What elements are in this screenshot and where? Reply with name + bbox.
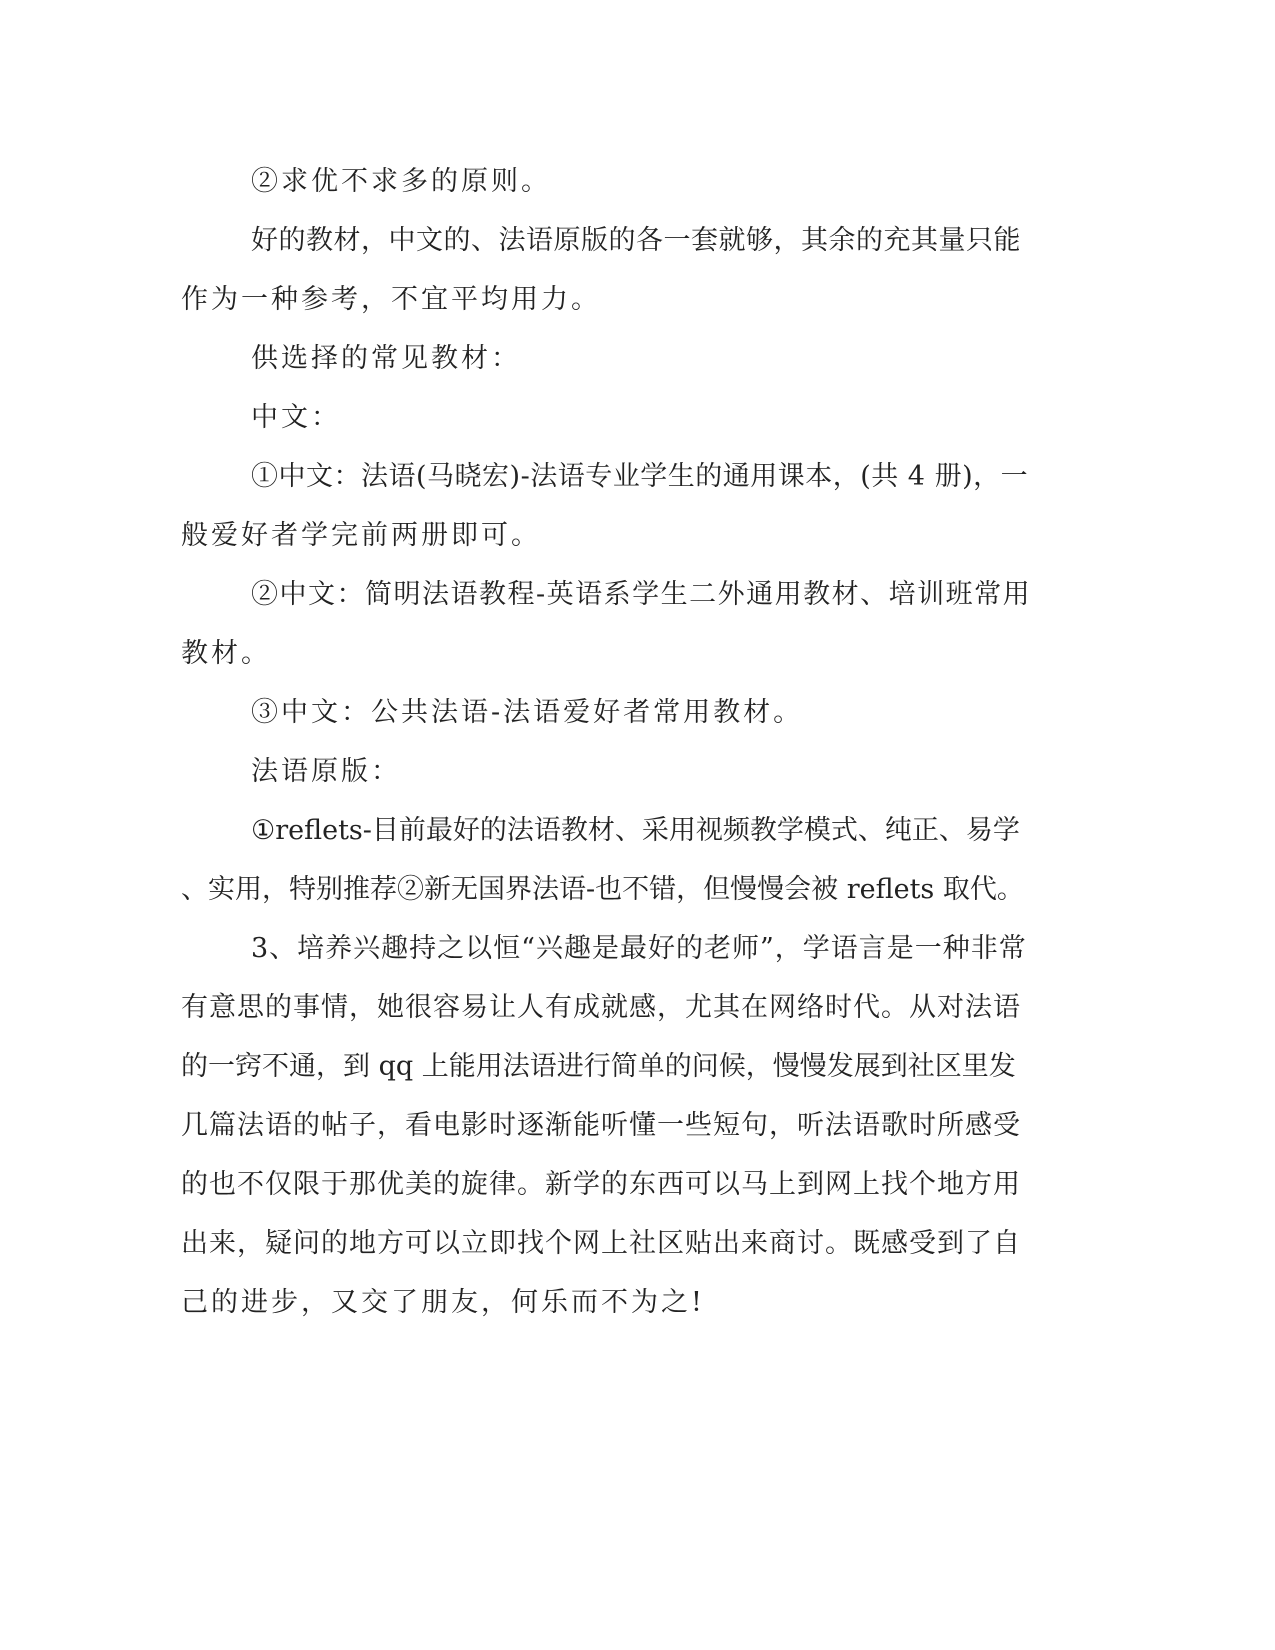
text-line: 供选择的常见教材： [251,343,521,374]
text-line: ①中文：法语(马晓宏)-法语专业学生的通用课本，(共 4 册)，一 [251,461,1029,492]
text-line: ①reflets-目前最好的法语教材、采用视频教学模式、纯正、易学 [251,815,1020,846]
text-line: 中文： [251,402,341,433]
text-line: ③中文：公共法语-法语爱好者常用教材。 [251,697,804,728]
text-line: 教材。 [181,638,271,669]
text-line: 3、培养兴趣持之以恒“兴趣是最好的老师”，学语言是一种非常 [251,933,1027,964]
text-line: 般爱好者学完前两册即可。 [181,520,541,551]
text-line: 出来，疑问的地方可以立即找个网上社区贴出来商讨。既感受到了自 [181,1228,1021,1259]
text-line: 的也不仅限于那优美的旋律。新学的东西可以马上到网上找个地方用 [181,1169,1021,1200]
text-line: 作为一种参考，不宜平均用力。 [181,284,601,315]
text-line: ②中文：简明法语教程-英语系学生二外通用教材、培训班常用 [251,579,1032,610]
text-line: 好的教材，中文的、法语原版的各一套就够，其余的充其量只能 [251,225,1021,256]
text-line: 法语原版： [251,756,401,787]
text-line: 己的进步，又交了朋友，何乐而不为之! [181,1287,705,1318]
text-line: 、实用，特别推荐②新无国界法语-也不错，但慢慢会被 reflets 取代。 [181,874,1024,905]
text-line: ②求优不求多的原则。 [251,166,551,197]
text-line: 有意思的事情，她很容易让人有成就感，尤其在网络时代。从对法语 [181,992,1021,1023]
text-line: 的一窍不通，到 qq 上能用法语进行简单的问候，慢慢发展到社区里发 [181,1051,1016,1082]
document-body [181,152,1031,1332]
text-line: 几篇法语的帖子，看电影时逐渐能听懂一些短句，听法语歌时所感受 [181,1110,1021,1141]
